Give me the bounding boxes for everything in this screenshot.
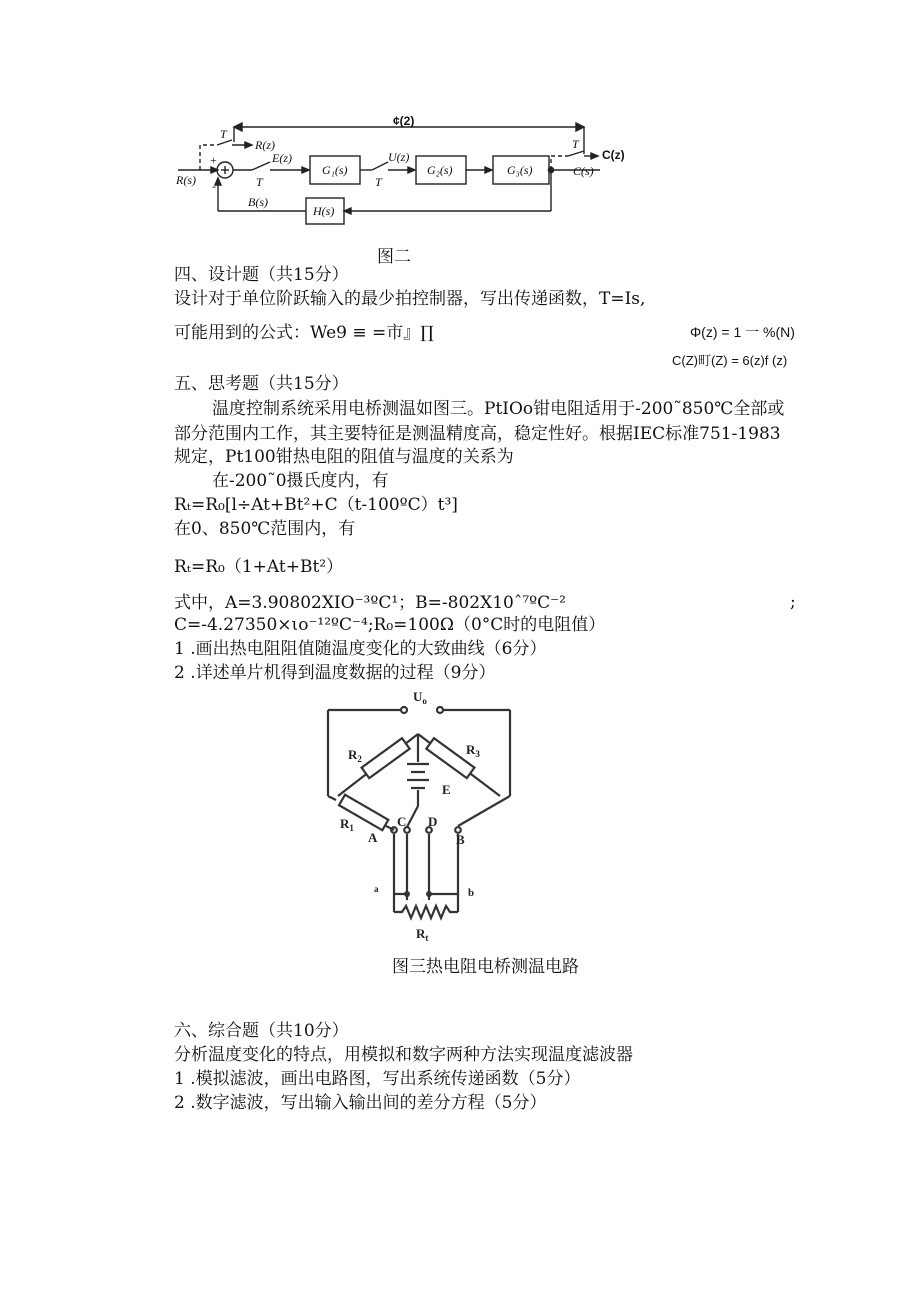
t-label-2: T: [256, 175, 263, 189]
rz-label: R(z): [255, 138, 275, 152]
rs-label: R(s): [176, 173, 196, 187]
section6-heading: 六、综合题（共10分）: [174, 1021, 349, 1041]
section5-p2: 部分范围内工作，其主要特征是测温精度高，稳定性好。根据IEC标准751-1983: [174, 424, 781, 444]
section5-q2: 2 .详述单片机得到温度数据的过程（9分）: [174, 663, 496, 683]
ez-label: E(z): [272, 151, 292, 165]
r2-resistor: [362, 738, 410, 778]
uo-label: $U_o$: [413, 689, 427, 706]
phi-arrow-left-head: [234, 123, 242, 131]
section5-eq2: Rₜ=R₀（1+At+Bt²）: [174, 557, 344, 577]
rt-resistor: [394, 906, 458, 918]
r2-label: $R_2$: [348, 747, 362, 764]
section5-eq1: Rₜ=R₀[l÷At+Bt²+C（t-100ºC）t³]: [174, 495, 458, 515]
section5-p4: 在-200˜0摄氏度内，有: [212, 471, 389, 491]
section5-semicolon: ;: [790, 592, 796, 612]
section4-line1: 设计对于单位阶跃输入的最少拍控制器，写出传递函数，T=Is,: [174, 289, 646, 309]
g2-label: G₂(s): [427, 163, 453, 177]
uz-label: U(z): [388, 150, 410, 164]
uo-terminal-left: [401, 707, 407, 713]
section5-heading: 五、思考题（共15分）: [174, 374, 349, 394]
r1-label: $R_1$: [340, 816, 354, 833]
section4-heading: 四、设计题（共15分）: [174, 265, 349, 285]
section5-coef1: 式中，A=3.90802XIO⁻³ºC¹；B=-802X10ˆ⁷ºC⁻²: [174, 593, 566, 613]
t-label-3: T: [375, 175, 382, 189]
rt-label: $R_t$: [416, 926, 429, 943]
minus-sign: -: [212, 179, 216, 193]
e-label: E: [442, 782, 451, 797]
figure2-caption: 图二: [377, 247, 411, 267]
phi-arrow-right-head: [576, 123, 584, 131]
figure3-caption: 图三热电阻电桥测温电路: [392, 957, 579, 977]
node-a-label: A: [368, 830, 378, 845]
wire-a-label: a: [374, 884, 379, 894]
g3-label: G₃(s): [507, 163, 533, 177]
r3-label: $R_3$: [466, 742, 480, 759]
section5-p1: 温度控制系统采用电桥测温如图三。PtIOo钳电阻适用于-200˜850℃全部或: [212, 399, 785, 419]
section5-p5: 在0、850℃范围内，有: [174, 519, 356, 539]
section4-formula-b: C(Z)町(Z) = 6(z)f (z): [672, 353, 788, 368]
g1-label: G₁(s): [322, 163, 348, 177]
wire-b-label: b: [468, 887, 475, 899]
node-d-label: D: [428, 814, 438, 829]
block-diagram-figure2: [170, 112, 640, 237]
plus-sign: +: [210, 153, 217, 167]
section5-q1: 1 .画出热电阻阻值随温度变化的大致曲线（6分）: [174, 639, 547, 659]
section6-q2: 2 .数字滤波，写出输入输出间的差分方程（5分）: [174, 1093, 547, 1113]
t-label-4: T: [572, 137, 579, 151]
section6-q1: 1 .模拟滤波，画出电路图，写出系统传递函数（5分）: [174, 1069, 581, 1089]
phi-label: ¢(2): [393, 114, 415, 128]
node-c-label: C: [397, 814, 407, 829]
bridge-circuit-figure3: [318, 686, 528, 948]
section5-coef2: C=-4.27350×ιo⁻¹²ºC⁻⁴;R₀=100Ω（0°C时的电阻值）: [174, 615, 606, 635]
section6-p1: 分析温度变化的特点，用模拟和数字两种方法实现温度滤波器: [174, 1045, 633, 1065]
cs-label: C(s): [573, 164, 594, 178]
node-b-label: B: [456, 832, 465, 847]
section5-p3: 规定，Pt100钳热电阻的阻值与温度的关系为: [174, 447, 514, 467]
section4-line2: 可能用到的公式：We9 ≡ =市』∏: [174, 323, 434, 343]
sampler-t-label: T: [220, 127, 227, 141]
h-label: H(s): [313, 204, 335, 218]
section4-formula-a: Φ(z) = 1 一 %(N): [690, 324, 795, 340]
uo-terminal-right: [437, 707, 443, 713]
bs-label: B(s): [248, 195, 268, 209]
cz-label: C(z): [602, 148, 625, 162]
